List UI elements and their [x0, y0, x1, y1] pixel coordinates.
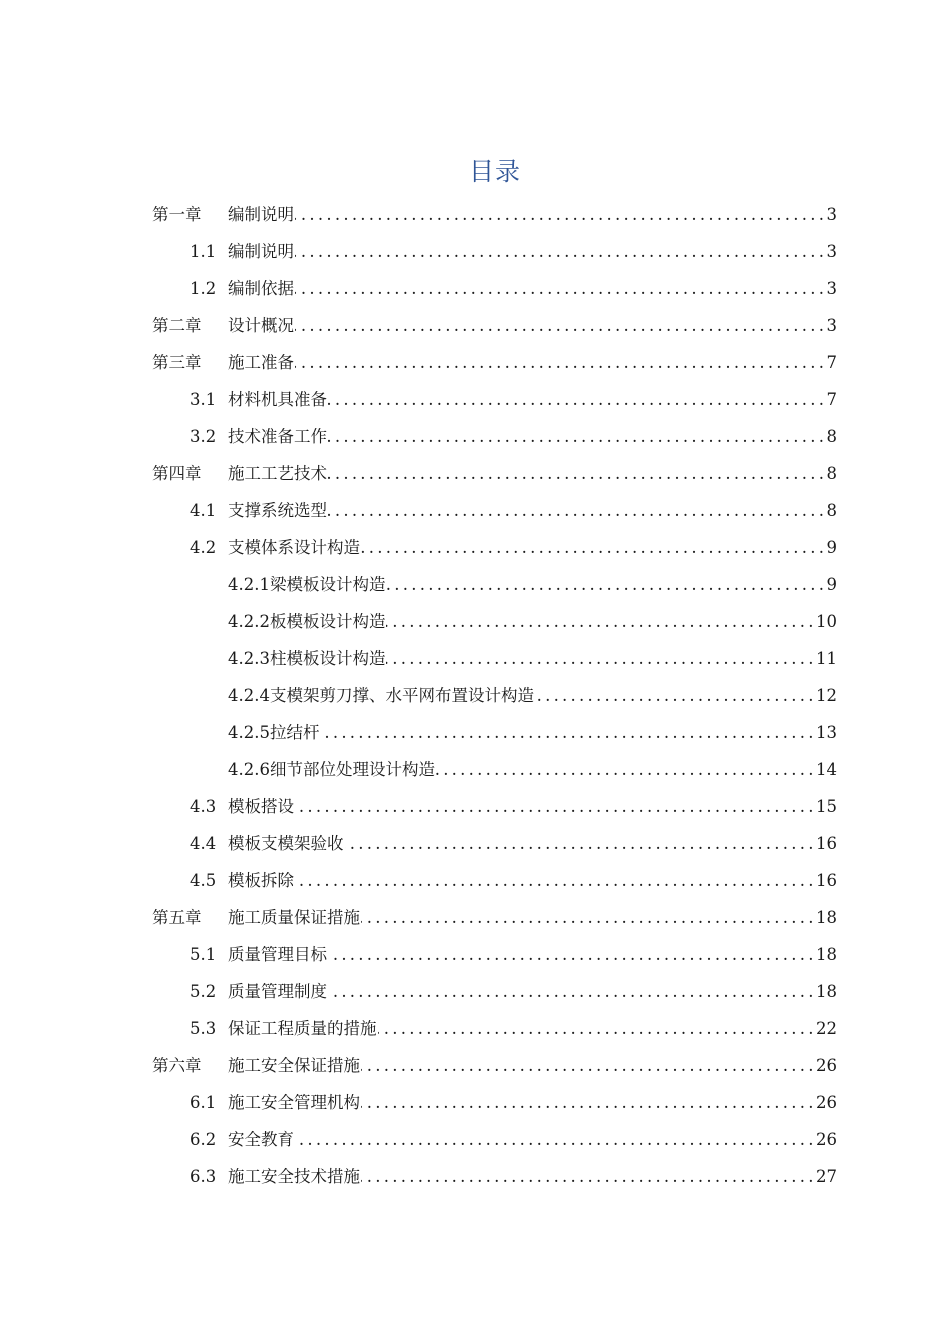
toc-dot-leader	[361, 1167, 813, 1187]
toc-entry-number: 第五章	[152, 907, 202, 927]
toc-dot-leader	[436, 760, 813, 780]
toc-dot-leader	[295, 242, 824, 262]
toc-entry[interactable]	[0, 751, 837, 788]
toc-entry-number: 第一章	[152, 204, 202, 224]
toc-entry-title: 细节部位处理设计构造	[269, 759, 435, 779]
toc-entry-title: 模板支模架验收	[228, 833, 344, 853]
toc-entry-page: 3	[826, 278, 837, 298]
toc-entry-page: 26	[816, 1129, 837, 1149]
toc-entry-title: 编制说明	[228, 241, 294, 261]
toc-entry-page: 10	[816, 611, 837, 631]
toc-entry-number: 5.2	[190, 981, 217, 1001]
toc-entry[interactable]	[0, 307, 837, 344]
toc-entry-page: 9	[826, 574, 837, 594]
toc-entry-page: 16	[816, 833, 837, 853]
toc-entry-title: 施工质量保证措施	[228, 907, 360, 927]
toc-entry-number: 4.2.6	[228, 759, 270, 779]
toc-entry-page: 16	[816, 870, 837, 890]
toc-dot-leader	[295, 279, 824, 299]
toc-dot-leader	[386, 575, 823, 595]
toc-entry-number: 4.3	[190, 796, 217, 816]
toc-dot-leader	[361, 1056, 813, 1076]
toc-entry-title: 施工安全保证措施	[228, 1055, 360, 1075]
toc-entry-number: 6.1	[190, 1092, 217, 1112]
toc-entry-page: 26	[816, 1055, 837, 1075]
toc-entry-number: 4.2.1	[228, 574, 270, 594]
toc-entry-page: 27	[816, 1166, 837, 1186]
toc-entry-page: 9	[826, 537, 837, 557]
toc-dot-leader	[328, 982, 813, 1002]
toc-entry[interactable]	[0, 418, 837, 455]
toc-entry-title: 施工工艺技术	[228, 463, 327, 483]
toc-entry-number: 3.2	[190, 426, 217, 446]
toc-entry[interactable]	[0, 788, 837, 825]
toc-entry-title: 支模架剪刀撑、水平网布置设计构造	[269, 685, 534, 705]
toc-dot-leader	[328, 501, 824, 521]
toc-entry[interactable]	[0, 1158, 837, 1195]
toc-dot-leader	[295, 797, 813, 817]
toc-title: 目录	[468, 157, 521, 186]
toc-entry-title: 安全教育	[228, 1129, 294, 1149]
toc-dot-leader	[361, 908, 813, 928]
toc-entry[interactable]	[0, 529, 837, 566]
toc-dot-leader	[328, 427, 824, 447]
toc-entry-page: 3	[826, 204, 837, 224]
toc-entry-page: 8	[826, 500, 837, 520]
toc-entry-title: 设计概况	[228, 315, 294, 335]
toc-entry[interactable]	[0, 1047, 837, 1084]
toc-entry-page: 7	[826, 389, 837, 409]
toc-entry-number: 6.2	[190, 1129, 217, 1149]
toc-entry-title: 模板拆除	[228, 870, 294, 890]
toc-entry[interactable]	[0, 270, 837, 307]
toc-entry-title: 质量管理目标	[228, 944, 327, 964]
toc-entry-title: 板模板设计构造	[269, 611, 386, 631]
toc-entry[interactable]	[0, 973, 837, 1010]
toc-entry-title: 梁模板设计构造	[269, 574, 386, 594]
toc-entry-page: 8	[826, 463, 837, 483]
toc-entry[interactable]	[0, 1010, 837, 1047]
toc-entry-page: 13	[816, 722, 837, 742]
toc-entry-page: 8	[826, 426, 837, 446]
toc-entry[interactable]	[0, 603, 837, 640]
toc-entry-number: 3.1	[190, 389, 217, 409]
toc-entry[interactable]	[0, 344, 837, 381]
toc-entry-title: 保证工程质量的措施	[228, 1018, 377, 1038]
toc-entry-page: 26	[816, 1092, 837, 1112]
toc-entry-number: 第六章	[152, 1055, 202, 1075]
toc-entry[interactable]	[0, 899, 837, 936]
toc-dot-leader	[328, 945, 813, 965]
toc-entry-number: 5.1	[190, 944, 217, 964]
toc-entry[interactable]	[0, 196, 837, 233]
toc-entry-page: 3	[826, 241, 837, 261]
toc-entry-title: 质量管理制度	[228, 981, 327, 1001]
toc-entry-page: 12	[816, 685, 837, 705]
toc-entry[interactable]	[0, 566, 837, 603]
toc-entry-page: 22	[816, 1018, 837, 1038]
toc-entry-page: 11	[816, 648, 837, 668]
toc-entry-title: 施工安全技术措施	[228, 1166, 360, 1186]
toc-dot-leader	[328, 464, 824, 484]
toc-entry-title: 模板搭设	[228, 796, 294, 816]
toc-dot-leader	[378, 1019, 814, 1039]
toc-entry-title: 支模体系设计构造	[228, 537, 360, 557]
toc-entry-number: 4.2.5	[228, 722, 270, 742]
toc-entry-title: 编制说明	[228, 204, 294, 224]
toc-entry-number: 4.4	[190, 833, 217, 853]
toc-entry-number: 第二章	[152, 315, 202, 335]
toc-entry-number: 4.2.2	[228, 611, 270, 631]
toc-dot-leader	[328, 390, 824, 410]
toc-entry-title: 材料机具准备	[228, 389, 327, 409]
toc-dot-leader	[295, 205, 824, 225]
toc-entry-title: 施工准备	[228, 352, 294, 372]
toc-entry[interactable]	[0, 381, 837, 418]
toc-entry-title: 支撑系统选型	[228, 500, 327, 520]
toc-dot-leader	[386, 649, 813, 669]
toc-dot-leader	[320, 723, 813, 743]
toc-dot-leader	[345, 834, 814, 854]
toc-entry-page: 14	[816, 759, 837, 779]
toc-entry-number: 4.2.4	[228, 685, 270, 705]
toc-entry-page: 7	[826, 352, 837, 372]
toc-entry-page: 3	[826, 315, 837, 335]
toc-entry-number: 1.2	[190, 278, 217, 298]
toc-entry[interactable]	[0, 1121, 837, 1158]
toc-entry[interactable]	[0, 862, 837, 899]
toc-entry-number: 4.5	[190, 870, 217, 890]
toc-entry-page: 15	[816, 796, 837, 816]
toc-entry-number: 4.2	[190, 537, 217, 557]
toc-entry-number: 第四章	[152, 463, 202, 483]
toc-entry-number: 第三章	[152, 352, 202, 372]
toc-entry-title: 编制依据	[228, 278, 294, 298]
toc-entry-title: 技术准备工作	[228, 426, 327, 446]
toc-entry[interactable]	[0, 936, 837, 973]
toc-dot-leader	[295, 871, 813, 891]
toc-entry-number: 6.3	[190, 1166, 217, 1186]
toc-entry[interactable]	[0, 233, 837, 270]
toc-dot-leader	[386, 612, 813, 632]
toc-entry-page: 18	[816, 981, 837, 1001]
toc-entry-page: 18	[816, 944, 837, 964]
toc-entry-page: 18	[816, 907, 837, 927]
toc-entry[interactable]	[0, 455, 837, 492]
toc-entry[interactable]	[0, 677, 837, 714]
toc-entry-number: 4.2.3	[228, 648, 270, 668]
toc-entry[interactable]	[0, 1084, 837, 1121]
toc-entry[interactable]	[0, 640, 837, 677]
toc-entry-number: 4.1	[190, 500, 217, 520]
toc-dot-leader	[295, 353, 824, 373]
toc-dot-leader	[295, 316, 824, 336]
toc-list	[0, 196, 950, 1195]
toc-entry[interactable]	[0, 492, 837, 529]
toc-dot-leader	[535, 686, 813, 706]
toc-dot-leader	[295, 1130, 813, 1150]
toc-entry-number: 1.1	[190, 241, 217, 261]
toc-dot-leader	[361, 538, 824, 558]
toc-dot-leader	[361, 1093, 813, 1113]
toc-entry-title: 施工安全管理机构	[228, 1092, 360, 1112]
toc-entry[interactable]	[0, 825, 837, 862]
toc-entry-title: 柱模板设计构造	[269, 648, 386, 668]
toc-entry-title: 拉结杆	[269, 722, 320, 742]
toc-entry[interactable]	[0, 714, 837, 751]
toc-entry-number: 5.3	[190, 1018, 217, 1038]
